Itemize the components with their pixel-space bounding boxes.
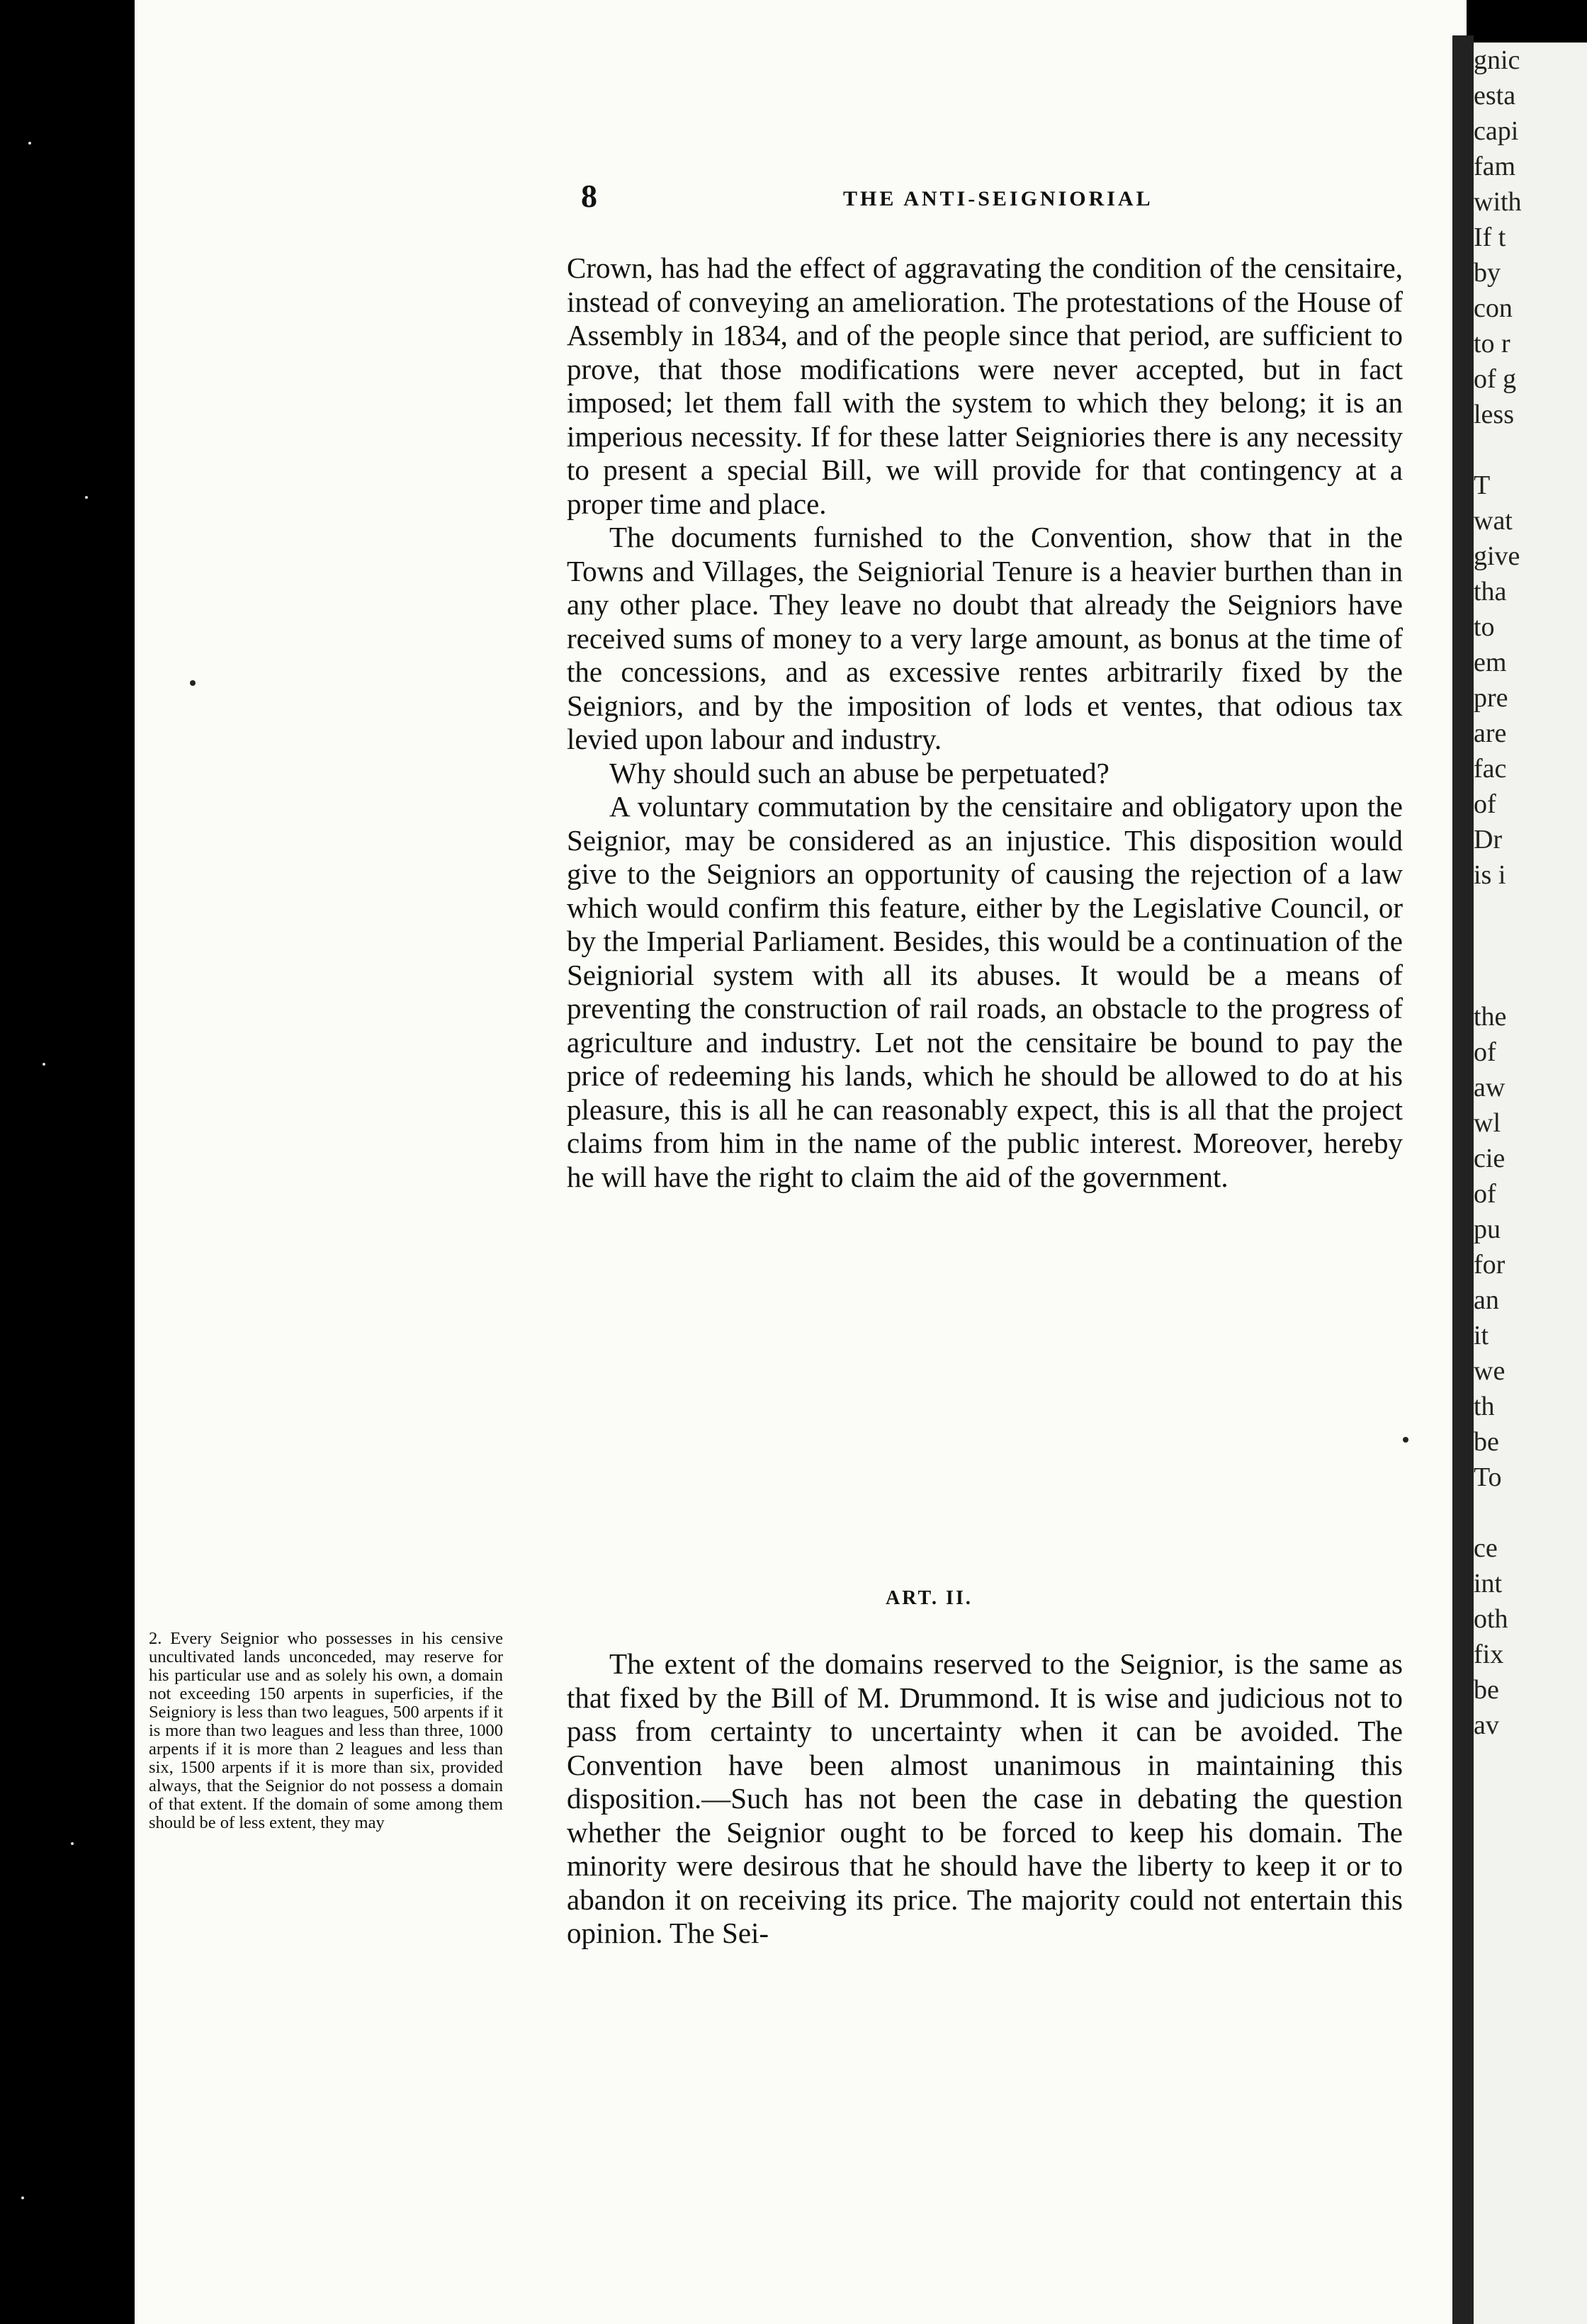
body-text-block-1 bbox=[567, 252, 1403, 1194]
next-page-line: an bbox=[1474, 1285, 1499, 1315]
next-page-line: tha bbox=[1474, 577, 1507, 607]
next-page-line: it bbox=[1474, 1321, 1489, 1350]
next-page-line: aw bbox=[1474, 1073, 1506, 1102]
next-page-line: av bbox=[1474, 1710, 1499, 1740]
next-page-line: wat bbox=[1474, 506, 1513, 536]
next-page-line: are bbox=[1474, 718, 1507, 748]
next-page-line: em bbox=[1474, 648, 1507, 677]
next-page-line: of bbox=[1474, 789, 1496, 819]
next-page-line: with bbox=[1474, 187, 1522, 217]
next-page-line: capi bbox=[1474, 116, 1519, 146]
next-page-line: Dr bbox=[1474, 825, 1503, 854]
running-title: THE ANTI-SEIGNIORIAL bbox=[843, 187, 1153, 210]
next-page-line: give bbox=[1474, 541, 1520, 571]
next-page-line: be bbox=[1474, 1675, 1499, 1705]
scan-speck bbox=[21, 2196, 24, 2199]
margin-sidenote: 2. Every Seignior who possesses in his censive uncultivated lands unconceded, may reserve for his particular use and as solely his own, a domain not exceeding 150 arpents in superficies, if the Seigniory is less than two leagues, 500 arpents if it is more than two leagues and less than three, 1000 arpents if it is more than 2 leagues and less than six, 1500 arpents if it is more than six, provided always, that the Seignior do not possess a domain of that extent. If the domain of some among them should be of less extent, they may bbox=[149, 1629, 503, 1832]
scan-speck bbox=[71, 1842, 74, 1845]
next-page-line: gnic bbox=[1474, 45, 1520, 75]
ink-spot bbox=[190, 680, 196, 686]
next-page-line: fac bbox=[1474, 754, 1507, 784]
next-page-line: int bbox=[1474, 1569, 1503, 1598]
next-page-line: pu bbox=[1474, 1214, 1501, 1244]
next-page-line: we bbox=[1474, 1356, 1506, 1386]
next-page-line: be bbox=[1474, 1427, 1499, 1457]
next-page-line: to bbox=[1474, 612, 1495, 642]
next-page-line: less bbox=[1474, 400, 1514, 429]
ink-spot bbox=[1403, 1437, 1408, 1443]
body-text-block-2 bbox=[567, 1647, 1403, 1951]
scan-speck bbox=[85, 496, 88, 499]
next-page-line: If t bbox=[1474, 222, 1506, 252]
article-heading: ART. II. bbox=[886, 1587, 973, 1609]
scan-speck bbox=[43, 1063, 45, 1066]
next-page-line bbox=[1474, 928, 1587, 964]
next-page-line: by bbox=[1474, 258, 1501, 288]
next-page-line: ce bbox=[1474, 1533, 1498, 1563]
paragraph: A voluntary commutation by the censitaire and obligatory upon the Seignior, may be considered as an injustice. This disposition would give to the Seigniors an opportunity of causing the rejection of a law which would confirm this feature, either by the Legislative Council, or by the Imperial Parliament. Besides, this would be a continuation of the Seigniorial system with all its abuses. It would be a means of preventing the construction of rail roads, an obstacle to the progress of agriculture and industry. Let not the censitaire be bound to pay the price of redeeming his lands, which he should be allowed to do at his pleasure, this is all he can reasonably expect, this is all that the project claims from him in the name of the public interest. Moreover, hereby he will have the right to claim the aid of the government. bbox=[567, 790, 1403, 1193]
next-page-line: cie bbox=[1474, 1144, 1506, 1173]
scan-speck bbox=[28, 142, 31, 145]
next-page-line: th bbox=[1474, 1392, 1495, 1421]
next-page-line: fix bbox=[1474, 1640, 1504, 1669]
next-page-line: of g bbox=[1474, 364, 1517, 394]
next-page-line bbox=[1474, 893, 1587, 928]
next-page-line: To bbox=[1474, 1462, 1502, 1492]
next-page-line: con bbox=[1474, 293, 1513, 323]
page-number: 8 bbox=[581, 178, 597, 214]
next-page-line: of bbox=[1474, 1179, 1496, 1209]
next-page-line: is i bbox=[1474, 860, 1506, 890]
next-page-line: fam bbox=[1474, 152, 1516, 181]
next-page-line: for bbox=[1474, 1250, 1506, 1280]
next-page-line bbox=[1474, 964, 1587, 999]
adjacent-page-fragment bbox=[1474, 43, 1587, 2324]
next-page-line: T bbox=[1474, 470, 1491, 500]
paragraph: Crown, has had the effect of aggravating the condition of the censitaire, instead of conveying an amelioration. The protestations of the House of Assembly in 1834, and of the people since that period, are sufficient to prove, that those modifications were never accepted, but in fact imposed; let them fall with the system to which they belong; it is an imperious necessity. If for these latter Seigniories there is any necessity to present a special Bill, we will provide for that contingency at a proper time and place. bbox=[567, 252, 1403, 520]
paragraph: The documents furnished to the Convention, show that in the Towns and Villages, the Seigniorial Tenure is a heavier burthen than in any other place. They leave no doubt that already the Seigniors have received sums of money to a very large amount, as bonus at the time of the concessions, and as excessive rentes arbitrarily fixed by the Seigniors, and by the imposition of lods et ventes, that odious tax levied upon labour and industry. bbox=[567, 521, 1403, 755]
paragraph: The extent of the domains reserved to the Seignior, is the same as that fixed by the Bill of M. Drummond. It is wise and judicious not to pass from certainty to uncertainty when it can be avoided. The Convention have been almost unanimous in maintaining this disposition.—Such has not been the case in debating the question whether the Seignior ought to be forced to keep his domain. The minority were desirous that he should have the liberty to keep it or to abandon it on receiving its price. The majority could not entertain this opinion. The Sei- bbox=[567, 1647, 1403, 1949]
next-page-line: pre bbox=[1474, 683, 1508, 713]
page-header bbox=[581, 177, 1289, 220]
next-page-line: esta bbox=[1474, 81, 1516, 111]
next-page-line: oth bbox=[1474, 1604, 1508, 1634]
next-page-line bbox=[1474, 432, 1587, 468]
next-page-line: the bbox=[1474, 1002, 1507, 1032]
next-page-line bbox=[1474, 1495, 1587, 1530]
next-page-line: wl bbox=[1474, 1108, 1501, 1138]
page-gutter bbox=[1452, 35, 1474, 2324]
next-page-line: to r bbox=[1474, 329, 1510, 359]
next-page-line: of bbox=[1474, 1037, 1496, 1067]
paragraph: Why should such an abuse be perpetuated? bbox=[609, 756, 1109, 789]
